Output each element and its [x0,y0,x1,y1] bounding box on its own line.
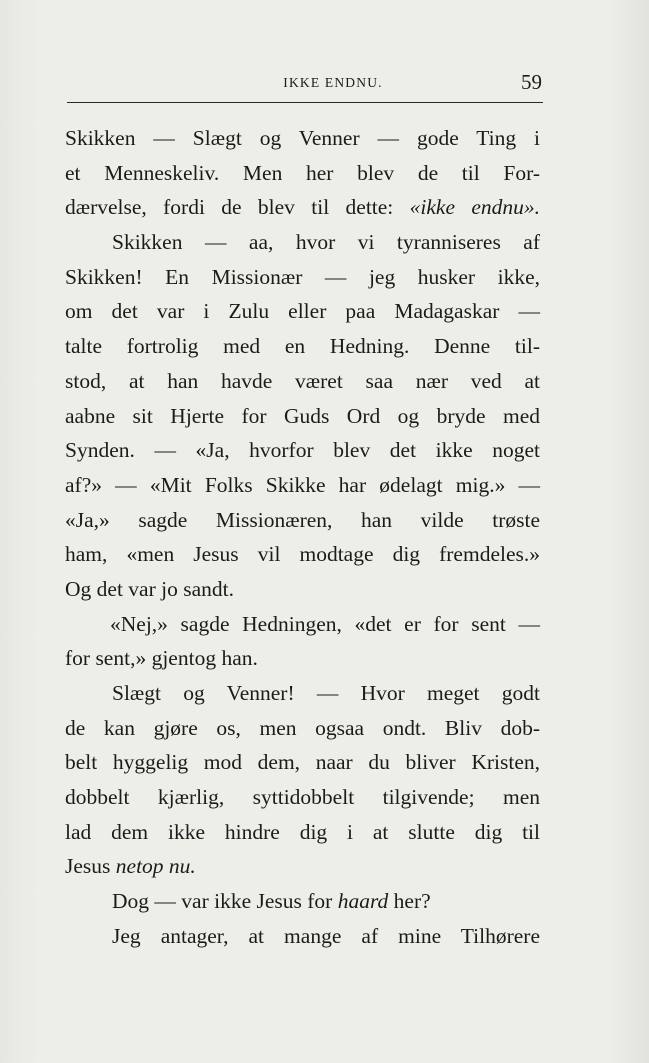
text-segment: Dog — var ikke Jesus for [112,889,338,914]
text-line: stod, at han havde været saa nær ved at [65,368,540,393]
emphasis-text: haard [337,889,389,914]
text-line: Skikken — Slægt og Venner — gode Ting i [65,126,540,150]
text-line: et Menneskeliv. Men her blev de til For- [65,160,540,185]
emphasis-text: netop nu. [115,854,196,879]
page-header [67,72,543,103]
body-text [65,121,540,954]
text-line: Slægt og Venner! — Hvor meget godt [112,681,540,705]
text-line: af?» — «Mit Folks Skikke har ødelagt mig.» — [65,472,540,497]
text-line: Skikken! En Missionær — jeg husker ikke, [65,264,540,289]
text-line: for sent,» gjentog han. [65,646,258,671]
text-segment: dærvelse, fordi de blev til dette: [65,195,410,220]
text-segment: her? [388,889,431,914]
page-number: 59 [521,70,542,94]
running-title: IKKE ENDNU. [283,75,383,90]
text-line [65,849,540,884]
text-segment: Jesus [65,854,116,879]
text-line: ham, «men Jesus vil modtage dig fremdeles.» [65,542,540,567]
text-line [65,884,540,919]
text-line: de kan gjøre os, men ogsaa ondt. Bliv dob- [65,715,540,740]
text-line: talte fortrolig med en Hedning. Denne til- [65,334,540,359]
text-line: Synden. — «Ja, hvorfor blev det ikke noget [65,438,540,463]
text-line: «Nej,» sagde Hedningen, «det er for sent — [110,611,540,636]
text-line [65,190,540,225]
text-line: Og det var jo sandt. [65,576,234,601]
emphasis-text: «ikke endnu». [409,195,541,220]
text-line: Skikken — aa, hvor vi tyranniseres af [112,230,540,255]
text-line: aabne sit Hjerte for Guds Ord og bryde med [65,403,540,428]
text-line: dobbelt kjærlig, syttidobbelt tilgivende; men [65,785,540,810]
text-line: Jeg antager, at mange af mine Tilhørere [112,923,540,948]
text-line: om det var i Zulu eller paa Madagaskar — [65,299,540,324]
text-line: «Ja,» sagde Missionæren, han vilde trøste [65,507,540,532]
text-line: belt hyggelig mod dem, naar du bliver Kristen, [65,750,540,775]
text-line: lad dem ikke hindre dig i at slutte dig til [65,819,540,844]
